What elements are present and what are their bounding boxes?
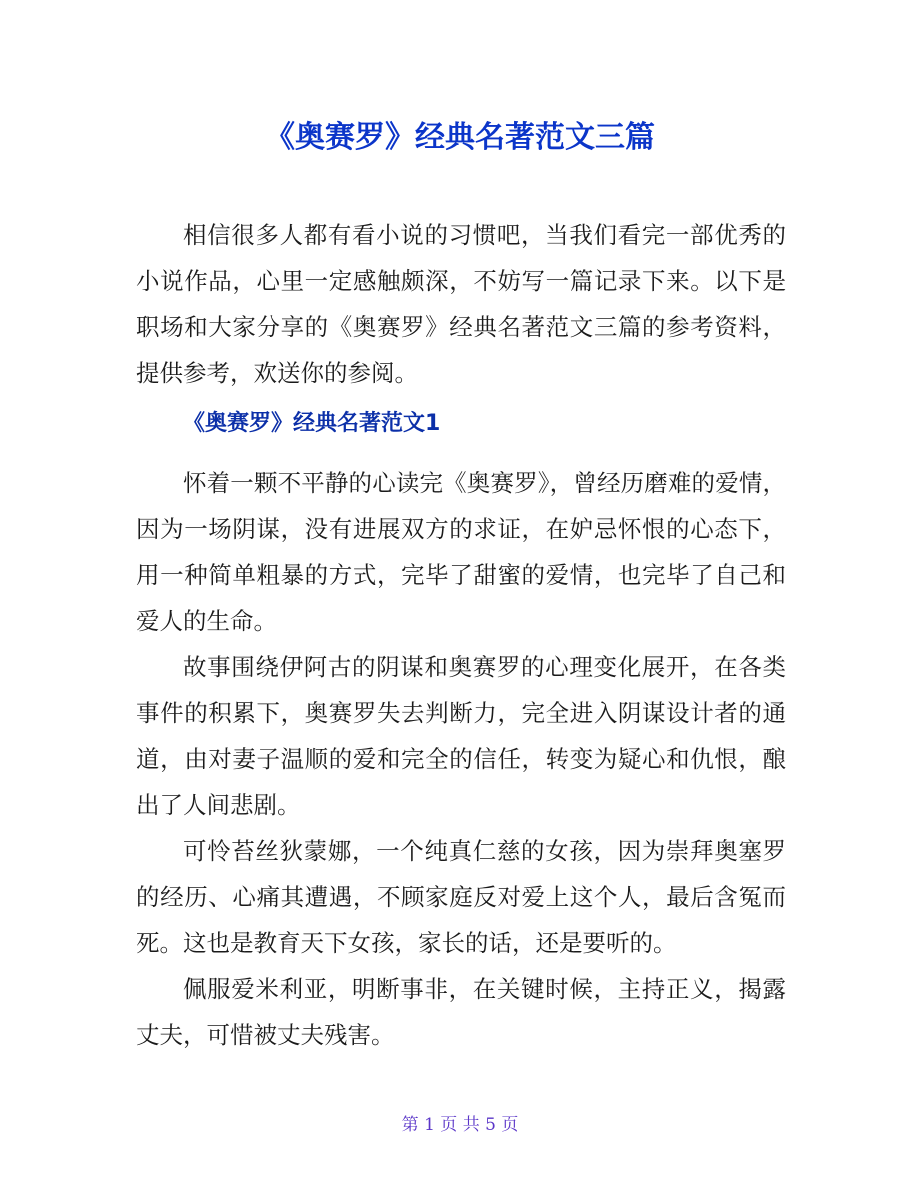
intro-paragraph: 相信很多人都有看小说的习惯吧，当我们看完一部优秀的小说作品，心里一定感触颇深，不妨写一篇记录下来。以下是职场和大家分享的《奥赛罗》经典名著范文三篇的参考资料，提供参考，欢送你的参阅。 [136, 221, 786, 387]
paragraph-4: 佩服爱米利亚，明断事非，在关键时候，主持正义，揭露丈夫，可惜被丈夫残害。 [136, 975, 786, 1049]
paragraph-2: 故事围绕伊阿古的阴谋和奥赛罗的心理变化展开，在各类事件的积累下，奥赛罗失去判断力，完全进入阴谋设计者的通道，由对妻子温顺的爱和完全的信任，转变为疑心和仇恨，酿出了人间悲剧。 [136, 653, 786, 819]
section-heading: 《奥赛罗》经典名著范文1 [183, 411, 441, 436]
paragraph-1: 怀着一颗不平静的心读完《奥赛罗》，曾经历磨难的爱情，因为一场阴谋，没有进展双方的求证，在妒忌怀恨的心态下，用一种简单粗暴的方式，完毕了甜蜜的爱情，也完毕了自己和爱人的生命。 [136, 469, 786, 635]
paragraph-3: 可怜苔丝狄蒙娜，一个纯真仁慈的女孩，因为崇拜奥塞罗的经历、心痛其遭遇，不顾家庭反对爱上这个人，最后含冤而死。这也是教育天下女孩，家长的话，还是要听的。 [136, 837, 786, 957]
page-number-footer: 第 1 页 共 5 页 [401, 1115, 519, 1135]
document-title: 《奥赛罗》经典名著范文三篇 [265, 120, 655, 155]
